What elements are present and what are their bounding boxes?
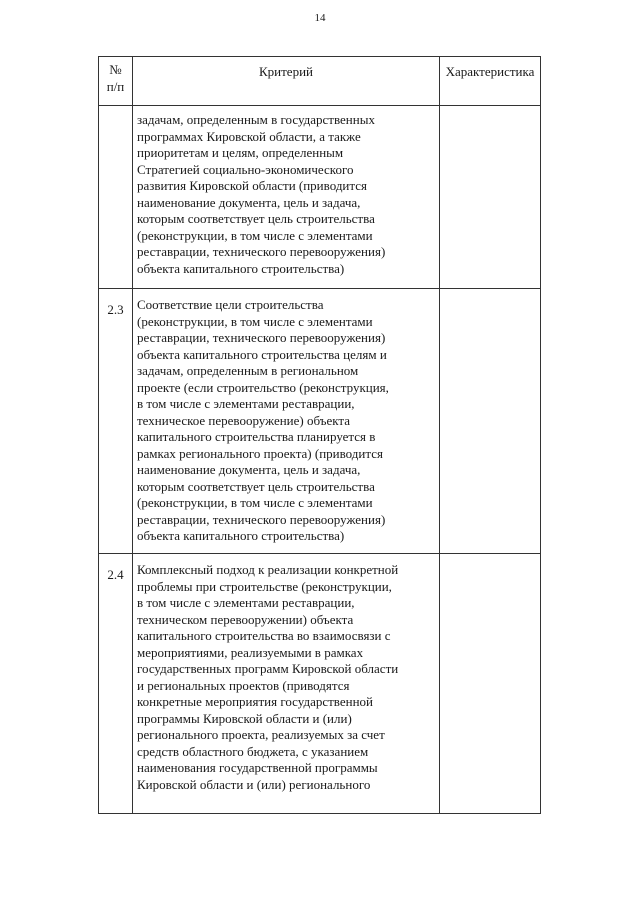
criterion-cell: Соответствие цели строительства (реконструкции, в том числе с элементами реставрации, технического перевооружения) объекта капитального строительства целям и задачам, определенным в региональном проекте (если строительство (реконструкция, в том числе с элементами реставрации, техническое перевооружение) объекта капитального строительства планируется в рамках регионального проекта) (приводится наименование документа, цель и задача, которым соответствует цель строительства (реконструкции, в том числе с элементами реставрации, технического перевооружения) объекта капитального строительства): [133, 289, 440, 554]
criteria-table: [98, 56, 541, 814]
table-row: [99, 289, 541, 554]
table-row: [99, 106, 541, 289]
row-number: 2.4: [99, 554, 133, 814]
table-header-row: [99, 57, 541, 106]
table-row: [99, 554, 541, 814]
header-characteristic: Характеристика: [440, 57, 541, 106]
page-number: 14: [314, 12, 326, 24]
criterion-cell: Комплексный подход к реализации конкретной проблемы при строительстве (реконструкции, в том числе с элементами реставрации, техническом перевооружении) объекта капитального строительства во взаимосвязи с мероприятиями, реализуемыми в рамках государственных программ Кировской области и региональных проектов (приводятся конкретные мероприятия государственной программы Кировской области и (или) регионального проекта, реализуемых за счет средств областного бюджета, с указанием наименования государственной программы Кировской области и (или) регионального: [133, 554, 440, 814]
header-number: № п/п: [99, 57, 133, 106]
characteristic-cell: [440, 106, 541, 289]
row-number: [99, 106, 133, 289]
characteristic-cell: [440, 289, 541, 554]
row-number: 2.3: [99, 289, 133, 554]
header-criterion: Критерий: [133, 57, 440, 106]
criterion-cell: задачам, определенным в государственных программах Кировской области, а также приоритетам и целям, определенным Стратегией социально-экономического развития Кировской области (приводится наименование документа, цель и задача, которым соответствует цель строительства (реконструкции, в том числе с элементами реставрации, технического перевооружения) объекта капитального строительства): [133, 106, 440, 289]
characteristic-cell: [440, 554, 541, 814]
